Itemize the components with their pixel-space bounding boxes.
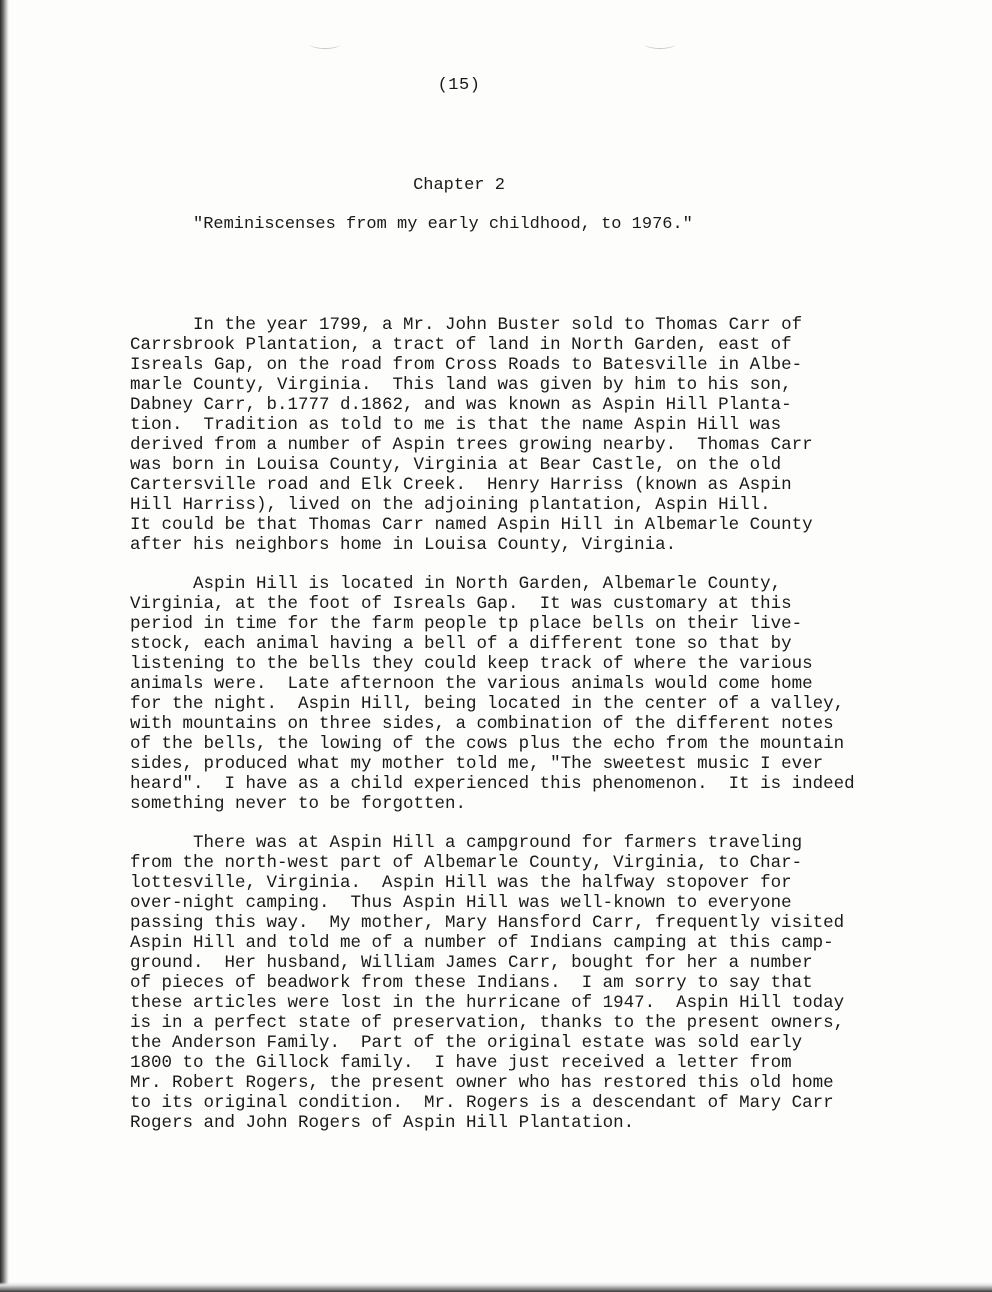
chapter-title: Chapter 2 (413, 176, 505, 195)
body-text (130, 315, 980, 1152)
scan-edge-bottom (0, 1282, 992, 1292)
paragraph: Aspin Hill is located in North Garden, Albemarle County, Virginia, at the foot of Isreals Gap. It was customary at this period in time for the farm people tp place bells on their live- stock, each animal having a bell of a different tone so that by listening to the bells they could keep track of where the various animals were. Late afternoon the various animals would come home for the night. Aspin Hill, being located in the center of a valley, with mountains on three sides, a combination of the different notes of the bells, the lowing of the cows plus the echo from the mountain sides, produced what my mother told me, "The sweetest music I ever heard". I have as a child experienced this phenomenon. It is indeed something never to be forgotten. (130, 574, 855, 814)
paragraph: There was at Aspin Hill a campground for farmers traveling from the north-west part of Albemarle County, Virginia, to Char- lottesville, Virginia. Aspin Hill was the halfway stopover for over-night camping. Thus Aspin Hill was well-known to everyone passing this way. My mother, Mary Hansford Carr, frequently visited Aspin Hill and told me of a number of Indians camping at this camp- ground. Her husband, William James Carr, bought for her a number of pieces of beadwork from these Indians. I am sorry to say that these articles were lost in the hurricane of 1947. Aspin Hill today is in a perfect state of preservation, thanks to the present owners, the Anderson Family. Part of the original estate was sold early 1800 to the Gillock family. I have just received a letter from Mr. Robert Rogers, the present owner who has restored this old home to its original condition. Mr. Rogers is a descendant of Mary Carr Rogers and John Rogers of Aspin Hill Plantation. (130, 833, 845, 1133)
paragraph: In the year 1799, a Mr. John Buster sold to Thomas Carr of Carrsbrook Plantation, a tract of land in North Garden, east of Isreals Gap, on the road from Cross Roads to Batesville in Albe- marle County, Virginia. This land was given by him to his son, Dabney Carr, b.1777 d.1862, and was known as Aspin Hill Planta- tion. Tradition as told to me is that the name Aspin Hill was derived from a number of Aspin trees growing nearby. Thomas Carr was born in Louisa County, Virginia at Bear Castle, on the old Cartersville road and Elk Creek. Henry Harriss (known as Aspin Hill Harriss), lived on the adjoining plantation, Aspin Hill. It could be that Thomas Carr named Aspin Hill in Albemarle County after his neighbors home in Louisa County, Virginia. (130, 315, 813, 555)
chapter-subtitle: "Reminiscenses from my early childhood, to 1976." (193, 215, 693, 234)
page-number: (15) (437, 76, 481, 95)
scan-mark (645, 40, 675, 49)
scan-mark (310, 40, 340, 49)
